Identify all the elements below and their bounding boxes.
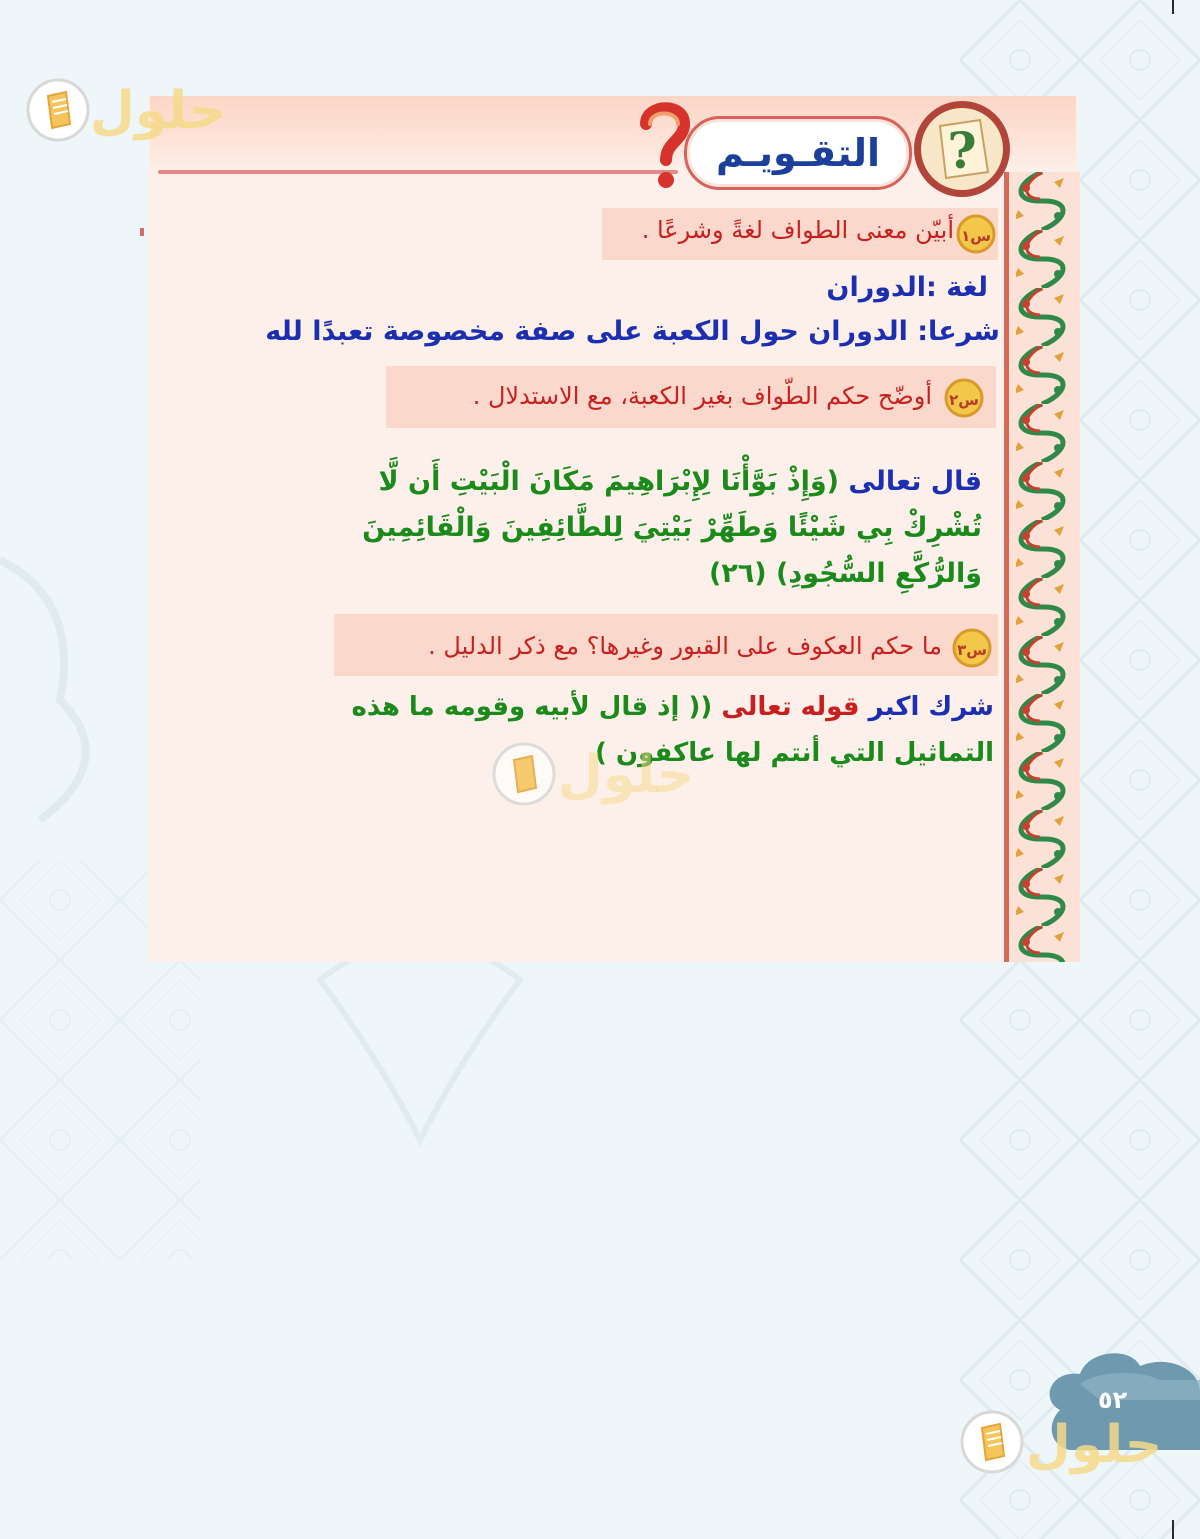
question-3-badge: [952, 628, 992, 668]
brand-logo: [22, 66, 242, 156]
crop-mark: [1172, 1520, 1174, 1539]
answer-3-verse-part-1: (( إذ قال لأبيه وقومه ما هذه: [351, 692, 713, 722]
brand-watermark-text: حلول: [89, 81, 227, 141]
answer-2-line-3: وَالرُّكَّعِ السُّجُودِ) (٢٦): [708, 558, 982, 589]
crop-mark: [1172, 0, 1174, 14]
brand-watermark-text: حلول: [557, 745, 695, 805]
brand-logo: [958, 1398, 1178, 1488]
question-1-text: أبيّن معنى الطواف لغةً وشرعًا .: [641, 216, 954, 244]
brand-watermark: [490, 728, 710, 818]
page-number: ٥٢: [1098, 1386, 1128, 1414]
answer-3-intro: قوله تعالى: [712, 692, 860, 722]
answer-2-intro: قال تعالى: [838, 466, 982, 497]
brand-watermark-text: حلول: [1025, 1415, 1163, 1475]
answer-3-ruling: شرك اكبر: [859, 692, 994, 722]
question-2-badge: [944, 378, 984, 418]
book-medallion-icon: [514, 756, 536, 792]
question-mark-icon: [636, 100, 692, 192]
answer-2-verse-part-1: (وَإِذْ بَوَّأْنَا لِإِبْرَاهِيمَ مَكَانَ الْبَيْتِ أَن لَّا: [378, 466, 839, 497]
svg-text:س١: س١: [961, 227, 991, 245]
svg-text:س٣: س٣: [957, 641, 987, 659]
question-1-badge: [956, 214, 996, 254]
question-3-text: ما حكم العكوف على القبور وغيرها؟ مع ذكر الدليل .: [428, 632, 942, 660]
answer-1-line-2: شرعا: الدوران حول الكعبة على صفة مخصوصة تعبدًا لله: [265, 316, 1000, 347]
answer-2-line-2: تُشْرِكْ بِي شَيْئًا وَطَهِّرْ بَيْتِيَ لِلطَّائِفِينَ وَالْقَائِمِينَ: [362, 512, 982, 543]
answer-2-line-1: [379, 466, 982, 497]
book-medallion-icon: [48, 92, 70, 128]
section-title-pill: [684, 116, 912, 190]
answer-1-line-1: لغة :الدوران: [826, 272, 988, 303]
header-divider: [158, 170, 678, 174]
page-title: التقـويـم: [715, 131, 881, 175]
answer-3-line-1: [351, 692, 994, 722]
ornamental-border: [1004, 172, 1080, 962]
answer-3-line-2: التماثيل التي أنتم لها عاكفون ): [594, 738, 994, 768]
book-medallion-icon: [982, 1424, 1004, 1460]
question-2-text: أوضّح حكم الطّواف بغير الكعبة، مع الاستدلال .: [472, 382, 932, 410]
svg-text:س٢: س٢: [949, 391, 979, 409]
svg-text:?: ?: [947, 121, 977, 180]
question-scroll-icon: [910, 98, 1014, 200]
card-edge-mark: [140, 228, 144, 236]
